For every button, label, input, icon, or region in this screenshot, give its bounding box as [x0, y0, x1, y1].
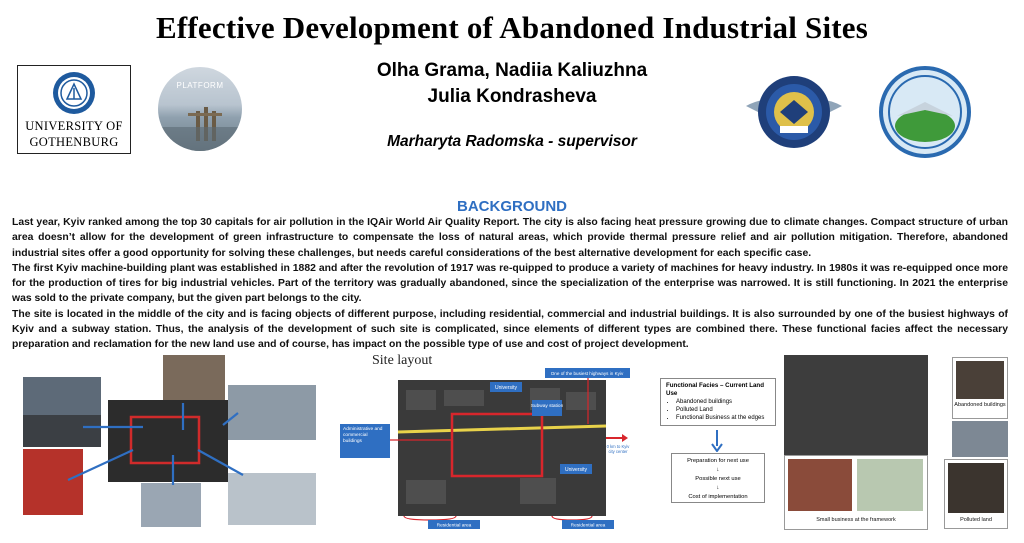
- next-line: Preparation for next use: [687, 458, 749, 464]
- site-photo-collage: [23, 355, 320, 530]
- next-arrow: ↓: [716, 485, 720, 491]
- polluted-frame: [944, 459, 1008, 529]
- authors-line-1: Olha Grama, Nadiia Kaliuzhna: [376, 60, 648, 81]
- label-residential-right: Residential area: [570, 523, 606, 529]
- gothenburg-logo-line1: UNIVERSITY OF: [25, 119, 123, 133]
- site-layout-title: Site layout: [372, 353, 433, 368]
- label-highway: One of the busiest highways in Kyiv: [550, 371, 624, 376]
- next-arrow: ↓: [716, 467, 720, 473]
- chimney-photo: [141, 483, 201, 527]
- gothenburg-logo-line2: GOTHENBURG: [29, 135, 119, 149]
- background-paragraph-3: The site is located in the middle of the city and is facing objects of different purpose, including residential, commercial and industrial buildings. It is also surrounded by one of the busiest highways of Kyiv and a subway station. Thus, the analysis of the development of such site is complicated, since elements of different types are combined there. These functional facies affect the necessary preparation and reclamation for the new land use and of course, has impact on the possible type of use and cost of project development.: [12, 308, 1008, 351]
- abandoned-frame: [952, 357, 1008, 419]
- caption-abandoned: Abandoned buildings: [954, 402, 1006, 408]
- facies-item: • Polluted Land: [676, 406, 770, 414]
- facies-box: [660, 378, 776, 426]
- facies-item: • Functional Business at the edges: [676, 414, 770, 422]
- label-residential-left: Residential area: [436, 523, 472, 529]
- background-text: [12, 215, 1008, 353]
- warehouse-photo: [228, 473, 316, 525]
- next-line: Cost of implementation: [688, 494, 748, 500]
- background-heading: BACKGROUND: [457, 198, 567, 215]
- building-photo: [23, 449, 83, 515]
- label-university-top: University: [495, 385, 517, 391]
- supervisor: Marharyta Radomska - supervisor: [387, 133, 637, 150]
- site-aerial-photo: [108, 400, 228, 482]
- shop-photo: [788, 459, 852, 511]
- facies-item: • Abandoned buildings: [676, 398, 770, 406]
- facies-heading: Functional Facies – Current Land Use: [666, 382, 764, 397]
- label-admin: Administrative and commercial buildings: [343, 427, 383, 444]
- background-paragraph-1: Last year, Kyiv ranked among the top 30 capitals for air pollution in the IQAir World Air Quality Report. The city is also facing heat pressure growing due to climate changes. Compact structure of urban area doesn’t allow for the development of green infrastructure to compensate the loss of natural areas, which provide thermal pressure relief and air pollution mitigation. Therefore, abandoned industrial sites offer a good opportunity for solving these challenges, but needs careful considerations of the best alternative development for each specific case.: [12, 217, 1008, 259]
- label-subway: Subway station: [530, 404, 564, 409]
- label-university-right: University: [565, 467, 587, 473]
- next-use-box: [671, 453, 765, 503]
- ecology-department-logo: [877, 64, 973, 160]
- site-layout-map: [340, 368, 630, 530]
- authors-line-2: Julia Kondrasheva: [427, 86, 597, 107]
- label-city-center: 0 km to Kyiv city center: [606, 444, 630, 454]
- arrow-down-icon: [711, 430, 723, 452]
- national-aviation-university-logo: [744, 66, 844, 156]
- factory-interior-photo: [163, 355, 225, 403]
- site-aerial-dark-photo: [784, 355, 928, 455]
- caption-small-business: Small business at the framework: [816, 517, 896, 523]
- land-use-photos: [784, 355, 1008, 530]
- next-line: Possible next use: [695, 476, 741, 482]
- platform-logo-label: PLATFORM: [176, 81, 224, 90]
- background-paragraph-2: The first Kyiv machine-building plant was established in 1882 and after the revolution of 1917 was re-quipped to produce a variety of machines for heavy industry. In 1980s it was re-equipped once more for the production of tires for big industrial vehicles. Part of the territory was gradually abandoned, since the specialization of the enterprise was narrowed. It is still functioning. In 2021 the enterprise was sold to the private company, but the given part belongs to the city.: [12, 262, 1008, 305]
- gas-station-photo: [857, 459, 923, 511]
- poster-title: Effective Development of Abandoned Industrial Sites: [155, 10, 868, 45]
- polluted-land-photo: [948, 463, 1004, 513]
- caption-polluted: Polluted land: [960, 517, 992, 523]
- road-photo: [228, 385, 316, 440]
- small-business-frame: [784, 455, 928, 530]
- abandoned-building-photo: [956, 361, 1004, 399]
- abandoned-building-photo-2: [952, 421, 1008, 457]
